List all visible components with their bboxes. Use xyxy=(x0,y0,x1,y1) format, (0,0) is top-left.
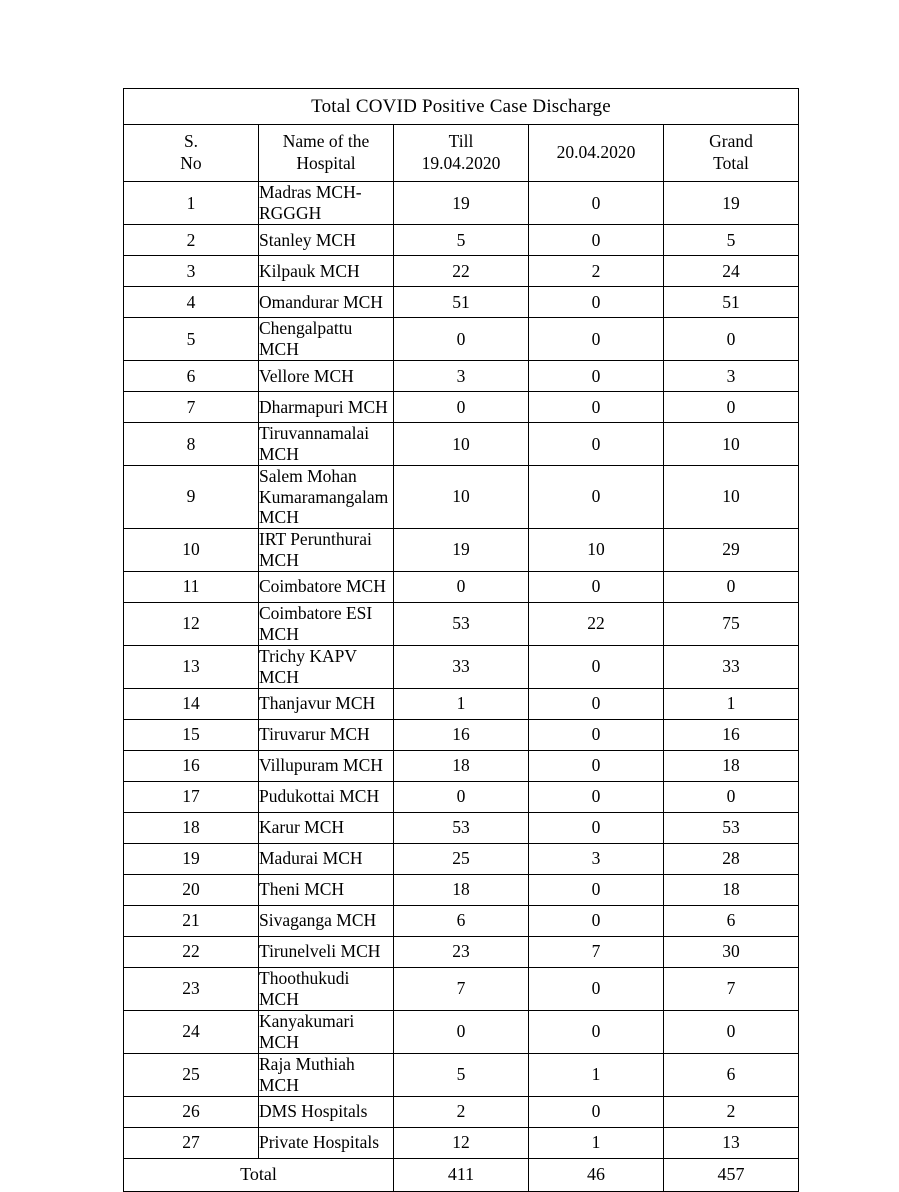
cell-day: 0 xyxy=(529,750,664,781)
cell-grand-total: 1 xyxy=(664,688,799,719)
cell-grand-total: 18 xyxy=(664,750,799,781)
table-row xyxy=(124,256,799,287)
cell-grand-total: 2 xyxy=(664,1096,799,1127)
cell-hospital: Villupuram MCH xyxy=(259,750,394,781)
cell-grand-total: 19 xyxy=(664,182,799,225)
cell-hospital: Vellore MCH xyxy=(259,361,394,392)
cell-sno: 25 xyxy=(124,1053,259,1096)
cell-day: 0 xyxy=(529,466,664,529)
cell-hospital: Dharmapuri MCH xyxy=(259,392,394,423)
table-row xyxy=(124,874,799,905)
page-title: Total COVID Positive Case Discharge xyxy=(124,89,799,125)
table-row xyxy=(124,602,799,645)
cell-sno: 27 xyxy=(124,1127,259,1158)
table-row xyxy=(124,318,799,361)
cell-day: 1 xyxy=(529,1053,664,1096)
cell-hospital: Karur MCH xyxy=(259,812,394,843)
cell-day: 0 xyxy=(529,874,664,905)
cell-till: 5 xyxy=(394,1053,529,1096)
table-row xyxy=(124,812,799,843)
cell-grand-total: 0 xyxy=(664,571,799,602)
cell-hospital: Pudukottai MCH xyxy=(259,781,394,812)
table-row xyxy=(124,1053,799,1096)
cell-sno: 3 xyxy=(124,256,259,287)
table-row xyxy=(124,1096,799,1127)
cell-till: 53 xyxy=(394,812,529,843)
total-day: 46 xyxy=(529,1158,664,1191)
table-row xyxy=(124,750,799,781)
cell-till: 51 xyxy=(394,287,529,318)
cell-hospital: Coimbatore ESI MCH xyxy=(259,602,394,645)
cell-grand-total: 0 xyxy=(664,318,799,361)
cell-sno: 12 xyxy=(124,602,259,645)
cell-grand-total: 0 xyxy=(664,1010,799,1053)
table-row xyxy=(124,936,799,967)
table-row xyxy=(124,645,799,688)
cell-day: 0 xyxy=(529,781,664,812)
table-row xyxy=(124,287,799,318)
column-header-date: 20.04.2020 xyxy=(529,125,664,182)
table-row xyxy=(124,843,799,874)
cell-till: 5 xyxy=(394,225,529,256)
cell-grand-total: 0 xyxy=(664,781,799,812)
table-row xyxy=(124,905,799,936)
cell-sno: 15 xyxy=(124,719,259,750)
cell-till: 0 xyxy=(394,571,529,602)
cell-day: 0 xyxy=(529,392,664,423)
cell-grand-total: 10 xyxy=(664,423,799,466)
cell-day: 2 xyxy=(529,256,664,287)
cell-till: 0 xyxy=(394,781,529,812)
cell-grand-total: 75 xyxy=(664,602,799,645)
cell-hospital-line2: Kumaramangalam MCH xyxy=(259,486,389,528)
cell-hospital: Trichy KAPV MCH xyxy=(259,645,394,688)
cell-day: 0 xyxy=(529,571,664,602)
column-header-grand-total xyxy=(664,125,799,182)
cell-day: 0 xyxy=(529,423,664,466)
cell-hospital: Thoothukudi MCH xyxy=(259,967,394,1010)
column-header-hospital: Name of the Hospital xyxy=(259,125,394,182)
cell-sno: 10 xyxy=(124,528,259,571)
cell-sno: 22 xyxy=(124,936,259,967)
cell-grand-total: 24 xyxy=(664,256,799,287)
cell-hospital-line1: Salem Mohan xyxy=(259,466,357,486)
cell-day: 0 xyxy=(529,967,664,1010)
cell-grand-total: 7 xyxy=(664,967,799,1010)
table-row xyxy=(124,528,799,571)
table-title-row xyxy=(124,89,799,125)
cell-grand-total: 10 xyxy=(664,466,799,529)
cell-day: 0 xyxy=(529,1096,664,1127)
cell-grand-total: 5 xyxy=(664,225,799,256)
covid-discharge-table-container xyxy=(123,88,799,1192)
cell-till: 19 xyxy=(394,182,529,225)
cell-day: 0 xyxy=(529,182,664,225)
cell-hospital: Coimbatore MCH xyxy=(259,571,394,602)
cell-day: 3 xyxy=(529,843,664,874)
cell-hospital: Tirunelveli MCH xyxy=(259,936,394,967)
table-row xyxy=(124,688,799,719)
table-row xyxy=(124,571,799,602)
total-grand: 457 xyxy=(664,1158,799,1191)
cell-sno: 18 xyxy=(124,812,259,843)
table-row xyxy=(124,392,799,423)
cell-till: 18 xyxy=(394,750,529,781)
cell-day: 0 xyxy=(529,1010,664,1053)
cell-hospital: Private Hospitals xyxy=(259,1127,394,1158)
cell-grand-total: 18 xyxy=(664,874,799,905)
cell-hospital: DMS Hospitals xyxy=(259,1096,394,1127)
cell-day: 0 xyxy=(529,812,664,843)
cell-sno: 21 xyxy=(124,905,259,936)
table-header-row xyxy=(124,125,799,182)
cell-hospital: Tiruvarur MCH xyxy=(259,719,394,750)
cell-hospital: Sivaganga MCH xyxy=(259,905,394,936)
cell-hospital: Raja Muthiah MCH xyxy=(259,1053,394,1096)
cell-grand-total: 0 xyxy=(664,392,799,423)
cell-hospital: Kilpauk MCH xyxy=(259,256,394,287)
cell-sno: 20 xyxy=(124,874,259,905)
cell-till: 10 xyxy=(394,423,529,466)
cell-sno: 14 xyxy=(124,688,259,719)
cell-day: 0 xyxy=(529,905,664,936)
cell-sno: 16 xyxy=(124,750,259,781)
cell-hospital: Thanjavur MCH xyxy=(259,688,394,719)
cell-hospital: IRT Perunthurai MCH xyxy=(259,528,394,571)
table-rows-body xyxy=(124,182,799,1159)
cell-grand-total: 16 xyxy=(664,719,799,750)
cell-grand-total: 30 xyxy=(664,936,799,967)
table-body xyxy=(124,89,799,182)
total-till: 411 xyxy=(394,1158,529,1191)
cell-till: 7 xyxy=(394,967,529,1010)
cell-sno: 4 xyxy=(124,287,259,318)
cell-hospital: Theni MCH xyxy=(259,874,394,905)
cell-till: 10 xyxy=(394,466,529,529)
cell-till: 0 xyxy=(394,318,529,361)
column-header-till xyxy=(394,125,529,182)
cell-grand-total: 53 xyxy=(664,812,799,843)
table-footer-body xyxy=(124,1158,799,1191)
cell-sno: 17 xyxy=(124,781,259,812)
cell-hospital: Kanyakumari MCH xyxy=(259,1010,394,1053)
table-row xyxy=(124,1010,799,1053)
cell-till: 6 xyxy=(394,905,529,936)
table-row xyxy=(124,466,799,529)
cell-till: 2 xyxy=(394,1096,529,1127)
cell-till: 23 xyxy=(394,936,529,967)
cell-hospital: Omandurar MCH xyxy=(259,287,394,318)
cell-till: 18 xyxy=(394,874,529,905)
cell-sno: 7 xyxy=(124,392,259,423)
cell-till: 53 xyxy=(394,602,529,645)
column-header-till-line2: 19.04.2020 xyxy=(421,153,501,173)
cell-till: 0 xyxy=(394,1010,529,1053)
cell-sno: 9 xyxy=(124,466,259,529)
column-header-grand-line1: Grand xyxy=(709,131,753,152)
cell-till: 19 xyxy=(394,528,529,571)
cell-hospital: Madurai MCH xyxy=(259,843,394,874)
cell-grand-total: 28 xyxy=(664,843,799,874)
column-header-till-line1: Till xyxy=(448,131,474,152)
cell-hospital: Madras MCH-RGGGH xyxy=(259,182,394,225)
cell-till: 0 xyxy=(394,392,529,423)
cell-till: 16 xyxy=(394,719,529,750)
table-row xyxy=(124,1127,799,1158)
cell-day: 10 xyxy=(529,528,664,571)
column-header-grand-line2: Total xyxy=(713,153,749,173)
cell-sno: 1 xyxy=(124,182,259,225)
cell-day: 0 xyxy=(529,318,664,361)
cell-sno: 19 xyxy=(124,843,259,874)
cell-sno: 13 xyxy=(124,645,259,688)
cell-sno: 24 xyxy=(124,1010,259,1053)
table-row xyxy=(124,719,799,750)
table-row xyxy=(124,361,799,392)
cell-till: 12 xyxy=(394,1127,529,1158)
cell-day: 7 xyxy=(529,936,664,967)
cell-hospital: Tiruvannamalai MCH xyxy=(259,423,394,466)
cell-till: 1 xyxy=(394,688,529,719)
cell-day: 0 xyxy=(529,688,664,719)
cell-sno: 8 xyxy=(124,423,259,466)
cell-till: 22 xyxy=(394,256,529,287)
cell-sno: 11 xyxy=(124,571,259,602)
cell-till: 33 xyxy=(394,645,529,688)
table-row xyxy=(124,182,799,225)
cell-grand-total: 6 xyxy=(664,1053,799,1096)
cell-sno: 26 xyxy=(124,1096,259,1127)
table-row xyxy=(124,225,799,256)
covid-discharge-table xyxy=(123,88,799,1192)
cell-sno: 6 xyxy=(124,361,259,392)
cell-sno: 5 xyxy=(124,318,259,361)
cell-till: 3 xyxy=(394,361,529,392)
cell-hospital: Chengalpattu MCH xyxy=(259,318,394,361)
cell-grand-total: 13 xyxy=(664,1127,799,1158)
cell-grand-total: 51 xyxy=(664,287,799,318)
table-row xyxy=(124,423,799,466)
total-label: Total xyxy=(124,1158,394,1191)
table-total-row xyxy=(124,1158,799,1191)
cell-day: 1 xyxy=(529,1127,664,1158)
cell-grand-total: 3 xyxy=(664,361,799,392)
cell-hospital: Stanley MCH xyxy=(259,225,394,256)
cell-grand-total: 33 xyxy=(664,645,799,688)
table-row xyxy=(124,967,799,1010)
column-header-sno-line2: No xyxy=(180,153,202,173)
cell-day: 0 xyxy=(529,361,664,392)
cell-day: 0 xyxy=(529,225,664,256)
table-row xyxy=(124,781,799,812)
column-header-sno xyxy=(124,125,259,182)
cell-grand-total: 29 xyxy=(664,528,799,571)
cell-day: 0 xyxy=(529,645,664,688)
cell-day: 0 xyxy=(529,719,664,750)
cell-sno: 23 xyxy=(124,967,259,1010)
cell-hospital xyxy=(259,466,394,529)
column-header-sno-line1: S. xyxy=(183,131,199,152)
cell-till: 25 xyxy=(394,843,529,874)
cell-grand-total: 6 xyxy=(664,905,799,936)
cell-sno: 2 xyxy=(124,225,259,256)
cell-day: 0 xyxy=(529,287,664,318)
cell-day: 22 xyxy=(529,602,664,645)
